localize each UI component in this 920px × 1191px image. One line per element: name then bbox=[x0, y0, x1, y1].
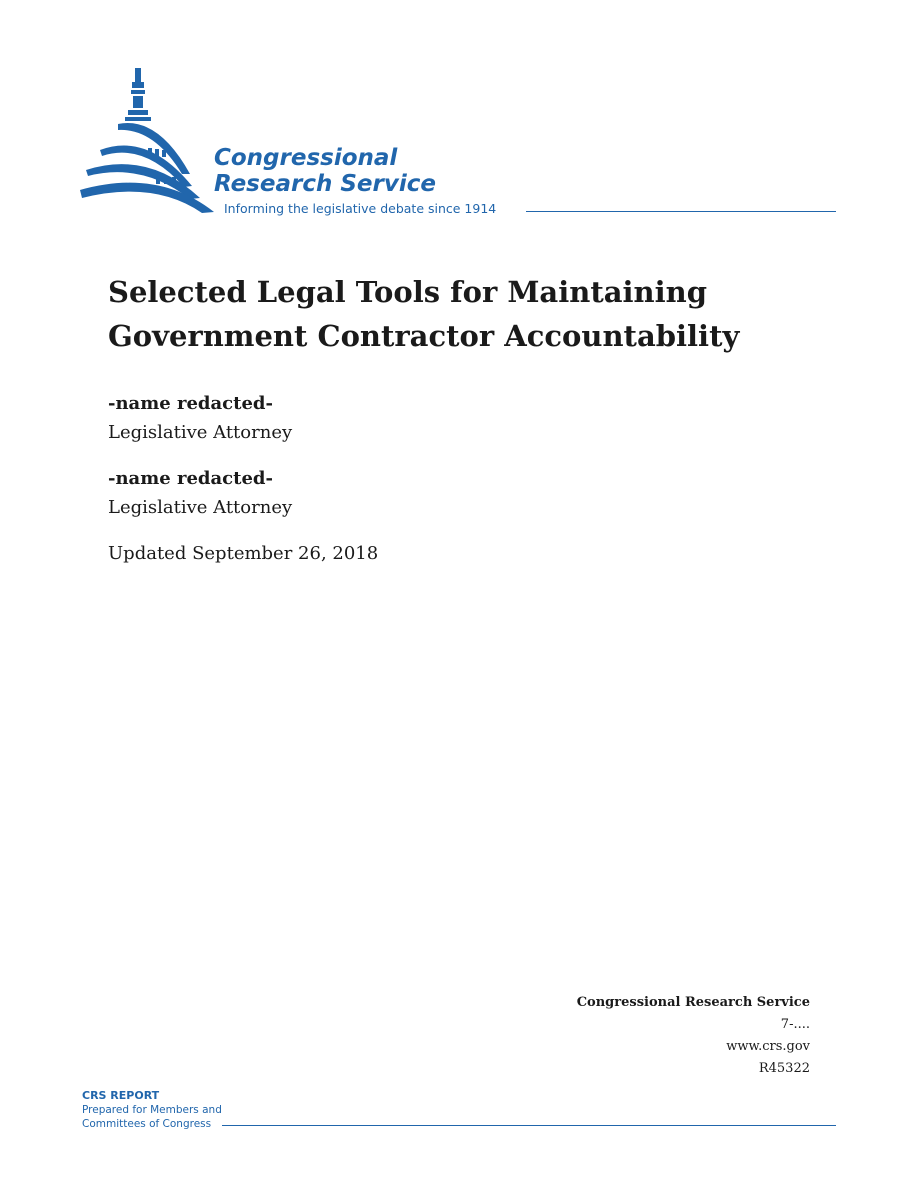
report-number: R45322 bbox=[758, 1061, 810, 1076]
contact-block bbox=[577, 992, 810, 1080]
report-tag-line1: Prepared for Members and bbox=[82, 1104, 222, 1116]
author-1-name: -name redacted- bbox=[108, 393, 273, 414]
report-tag-line2: Committees of Congress bbox=[82, 1118, 212, 1130]
title-line-1: Selected Legal Tools for Maintaining bbox=[108, 275, 707, 309]
report-title bbox=[108, 270, 739, 358]
crs-logo bbox=[78, 66, 838, 218]
logo-name-line2: Research Service bbox=[214, 171, 436, 197]
author-1-role: Legislative Attorney bbox=[108, 422, 293, 443]
contact-website[interactable]: www.crs.gov bbox=[726, 1039, 810, 1054]
capitol-dome-icon bbox=[78, 66, 228, 218]
contact-org: Congressional Research Service bbox=[576, 995, 810, 1010]
author-2-role: Legislative Attorney bbox=[108, 497, 293, 518]
logo-divider bbox=[526, 211, 836, 212]
author-2-name: -name redacted- bbox=[108, 468, 273, 489]
title-line-2: Government Contractor Accountability bbox=[108, 319, 740, 353]
logo-name-line1: Congressional bbox=[214, 145, 398, 171]
contact-phone: 7-.... bbox=[780, 1017, 810, 1032]
footer-divider bbox=[222, 1125, 836, 1126]
updated-date: Updated September 26, 2018 bbox=[108, 543, 379, 564]
crs-report-tag bbox=[82, 1088, 222, 1131]
logo-tagline: Informing the legislative debate since 1914 bbox=[224, 201, 497, 216]
report-tag-title: CRS REPORT bbox=[82, 1089, 160, 1102]
